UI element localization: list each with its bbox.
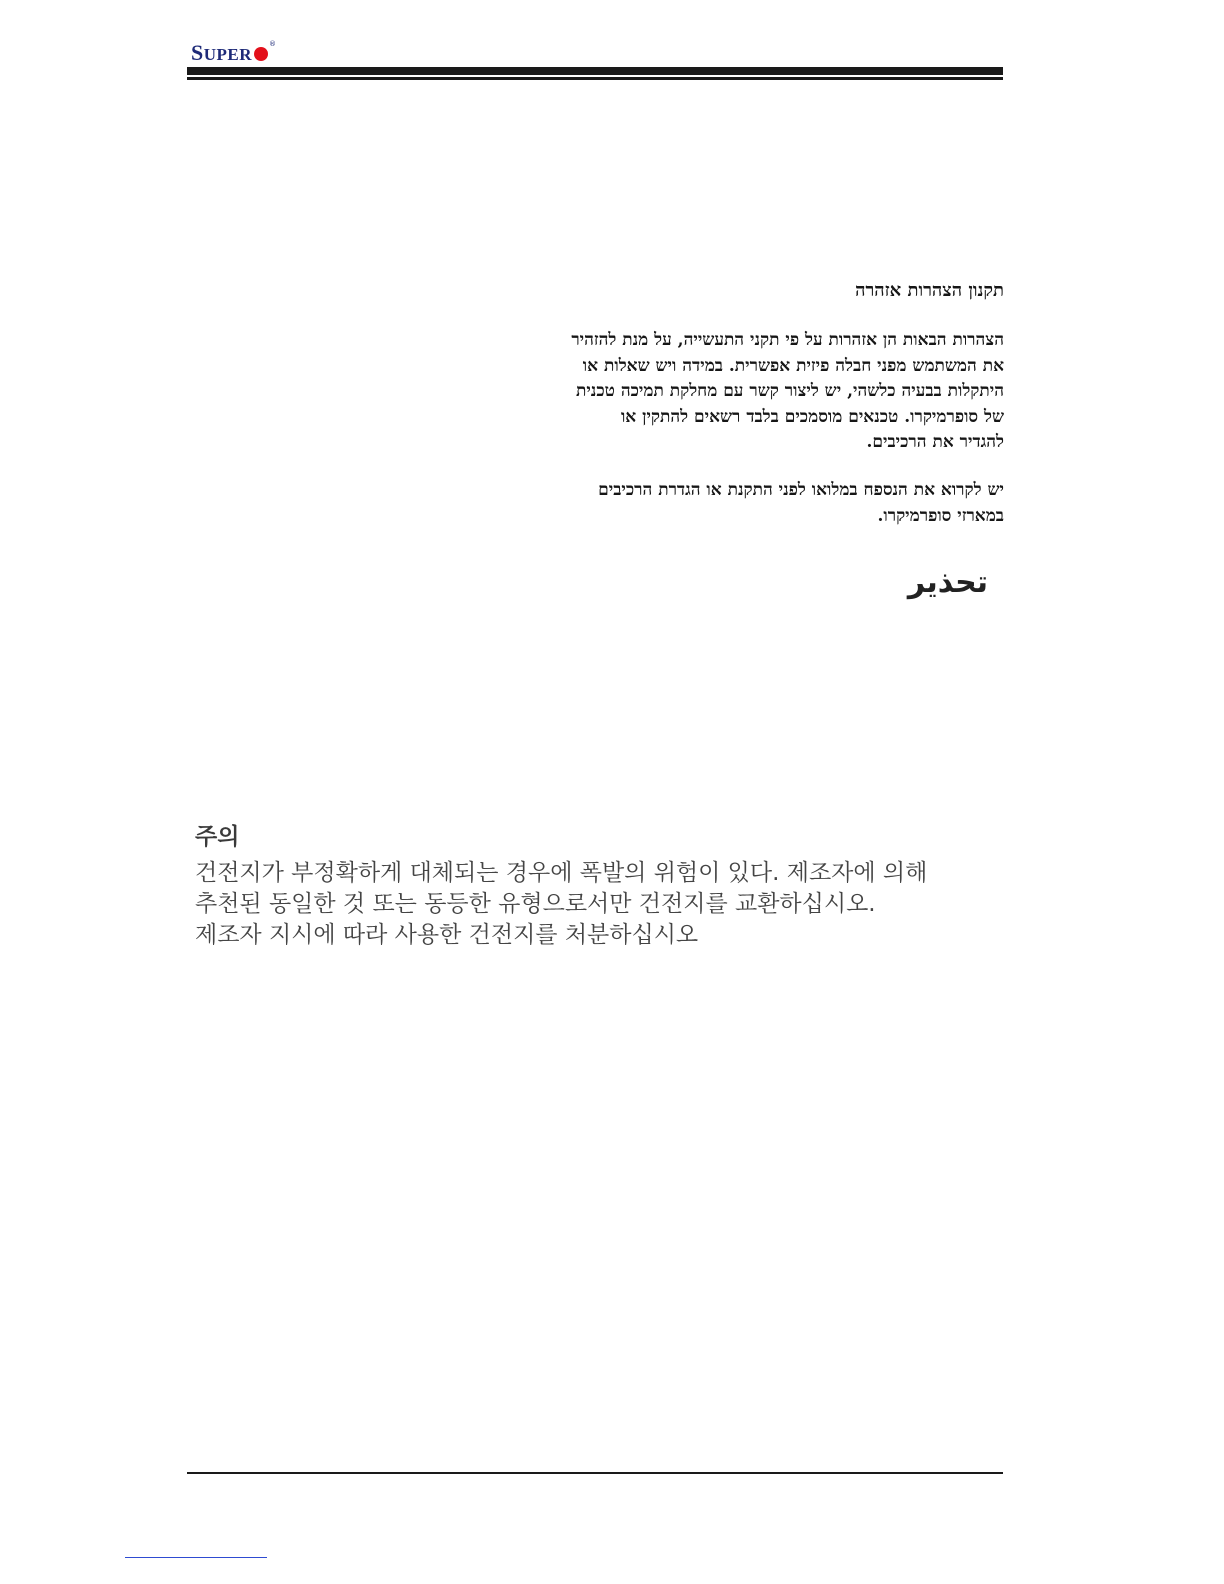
hebrew-p1-line: להגדיר את הרכיבים. bbox=[866, 432, 1004, 452]
hebrew-p1-line: של סופרמיקרו. טכנאים מוסמכים בלבד רשאים להתקין או bbox=[620, 406, 1004, 427]
hebrew-p1-line: היתקלות בבעיה כלשהי, יש ליצור קשר עם מחלקת תמיכה טכנית bbox=[575, 381, 1004, 401]
arabic-warning-heading: تحذير bbox=[907, 565, 988, 600]
hebrew-paragraph-1 bbox=[484, 328, 1004, 456]
hebrew-p1-line: הצהרות הבאות הן אזהרות על פי תקני התעשייה, על מנת להזהיר bbox=[571, 330, 1004, 350]
hebrew-p2-line: יש לקרוא את הנספח במלואו לפני התקנת או הגדרת הרכיבים bbox=[598, 480, 1004, 500]
logo-text: UPER bbox=[203, 45, 253, 64]
logo-initial: S bbox=[191, 40, 204, 65]
hebrew-p2-line: במארזי סופרמיקרו. bbox=[877, 505, 1004, 526]
logo-registered-mark: ® bbox=[269, 40, 277, 48]
footer-rule bbox=[187, 1472, 1003, 1474]
footnote-link-underline bbox=[125, 1557, 267, 1558]
hebrew-section-title: תקנון הצהרות אזהרה bbox=[855, 280, 1004, 301]
korean-warning-heading: 주의 bbox=[195, 824, 240, 850]
korean-line: 제조자 지시에 따라 사용한 건전지를 처분하십시오 bbox=[195, 922, 699, 948]
korean-line: 추천된 동일한 것 또는 동등한 유형으로서만 건전지를 교환하십시오. bbox=[195, 891, 876, 917]
hebrew-p1-line: את המשתמש מפני חבלה פיזית אפשרית. במידה ויש שאלות או bbox=[582, 355, 1004, 376]
logo-red-dot-icon bbox=[254, 47, 268, 61]
header-rule-thin bbox=[187, 77, 1003, 80]
korean-line: 건전지가 부정확하게 대체되는 경우에 폭발의 위험이 있다. 제조자에 의해 bbox=[195, 860, 928, 886]
korean-warning-body bbox=[195, 858, 995, 951]
supermicro-logo bbox=[191, 38, 277, 64]
header-rule-thick bbox=[187, 67, 1003, 75]
hebrew-paragraph-2 bbox=[484, 478, 1004, 529]
